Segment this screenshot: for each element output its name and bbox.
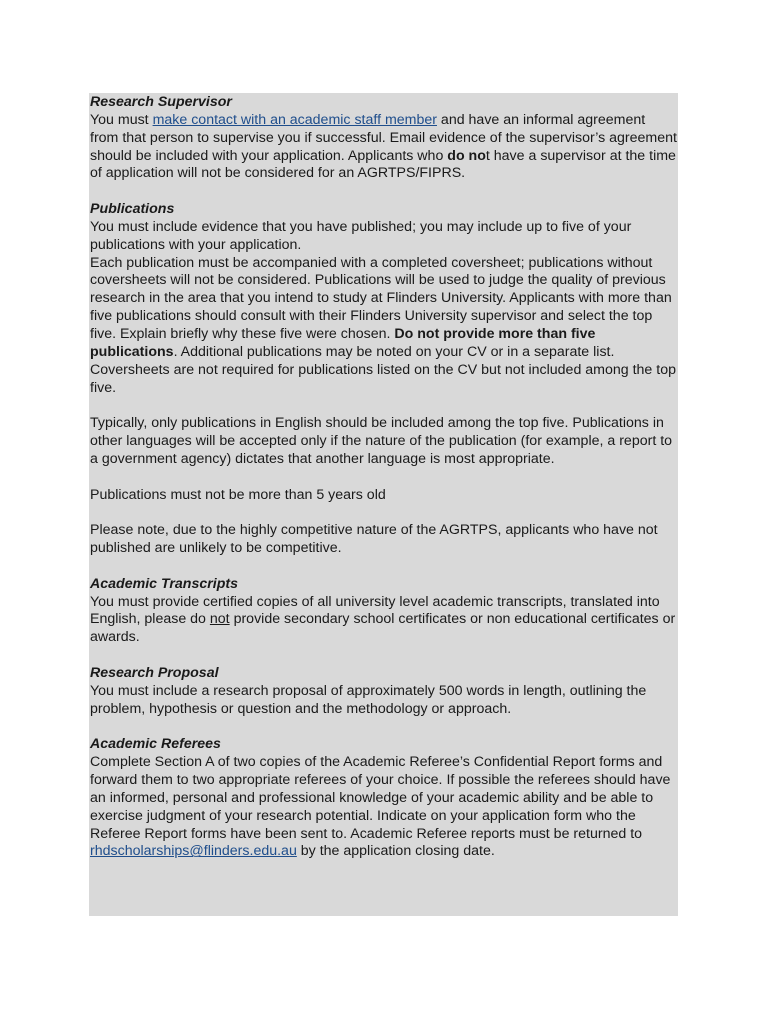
spacer — [90, 183, 677, 201]
publications-p2-text-2: . Additional publications may be noted on your CV or in a separate list. Coversheets are not required for publications listed on the CV but not included among the top five. — [90, 343, 676, 396]
publications-paragraph-2 — [90, 255, 677, 398]
research-supervisor-text-2: and have an informal agreement from that person to supervise you if successful. Email evidence of the supervisor’s agreement should be included with your application. Applicants who — [90, 111, 677, 164]
research-supervisor-text-3: t have a supervisor at the time of application will not be considered for an AGRTPS/FIPRS. — [90, 147, 676, 182]
publications-paragraph-1: You must include evidence that you have published; you may include up to five of your publications with your application. — [90, 218, 632, 253]
spacer — [90, 504, 677, 522]
section-publications — [90, 201, 677, 558]
spacer — [90, 469, 677, 487]
research-proposal-paragraph: You must include a research proposal of approximately 500 words in length, outlining the problem, hypothesis or question and the methodology or approach. — [90, 682, 647, 717]
publications-p2-bold: Do not provide more than five publications — [90, 325, 596, 360]
academic-transcripts-paragraph — [90, 594, 677, 648]
research-supervisor-paragraph — [90, 112, 677, 183]
scholarships-email-link[interactable]: rhdscholarships@flinders.edu.au — [90, 843, 297, 860]
academic-transcripts-underlined: not — [209, 611, 230, 628]
academic-referees-paragraph — [90, 754, 677, 861]
section-academic-transcripts — [90, 576, 677, 647]
research-supervisor-bold: do no — [447, 147, 486, 164]
document-content — [89, 93, 678, 916]
contact-academic-staff-link[interactable]: make contact with an academic staff member — [152, 111, 437, 128]
academic-referees-heading: Academic Referees — [90, 736, 221, 753]
section-academic-referees — [90, 736, 677, 861]
spacer — [90, 558, 677, 576]
publications-paragraph-3: Typically, only publications in English should be included among the top five. Publications in other languages will be accepted only if the nature of the publication (for example, a report to a government agency) dictates that another language is most appropriate. — [90, 415, 673, 467]
academic-transcripts-text-2: provide secondary school certificates or non educational certificates or awards. — [90, 611, 676, 646]
spacer — [90, 397, 677, 415]
publications-paragraph-5: Please note, due to the highly competitive nature of the AGRTPS, applicants who have not published are unlikely to be competitive. — [90, 522, 658, 557]
spacer — [90, 647, 677, 665]
publications-paragraph-4: Publications must not be more than 5 years old — [90, 486, 386, 503]
academic-transcripts-heading: Academic Transcripts — [90, 575, 238, 592]
research-proposal-heading: Research Proposal — [90, 665, 219, 681]
academic-referees-text-2: by the application closing date. — [296, 843, 495, 860]
spacer — [90, 719, 677, 737]
research-supervisor-text-1: You must — [90, 111, 153, 128]
section-research-proposal — [90, 665, 677, 719]
research-supervisor-heading: Research Supervisor — [90, 94, 232, 110]
academic-referees-text-1: Complete Section A of two copies of the Academic Referee’s Confidential Report forms and forward them to two appropriate referees of your choice. If possible the referees should have an informed, personal and professional knowledge of your academic ability and be able to exercise judgment of your research potential. Indicate on your application form who the Referee Report forms have been sent to. Academic Referee reports must be returned to — [90, 754, 671, 842]
publications-p2-text-1: Each publication must be accompanied with a completed coversheet; publications without coversheets will not be considered. Publications will be used to judge the quality of previous research in the area that you intend to study at Flinders University. Applicants with more than five publications should consult with their Flinders University supervisor and select the top five. Explain briefly why these five were chosen. — [90, 254, 672, 342]
academic-transcripts-text-1: You must provide certified copies of all university level academic transcripts, translated into English, please do — [90, 593, 660, 628]
publications-heading: Publications — [90, 201, 175, 218]
section-research-supervisor — [90, 94, 677, 183]
